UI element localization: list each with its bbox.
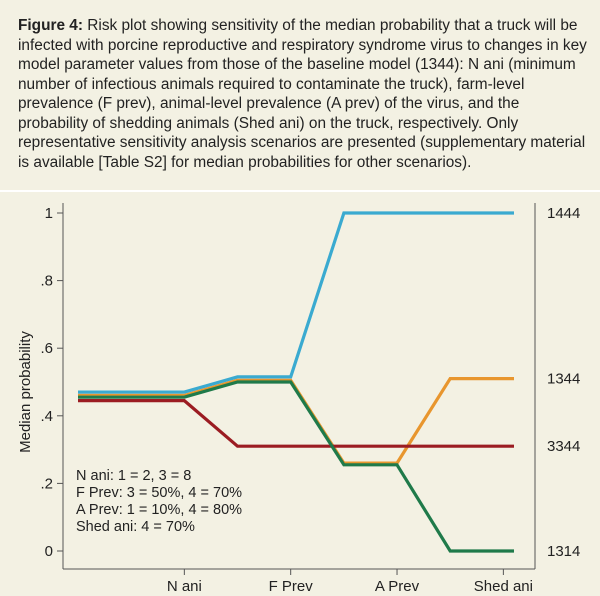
series-line-3344 bbox=[78, 401, 514, 447]
caption-text: Risk plot showing sensitivity of the median probability that a truck will be infected with porcine reproductive and respiratory syndrome virus to changes in key model parameter values from those of the baseline model (1344): N ani (minimum number of infectious animals required to contaminate the truck), farm-level prevalence (F prev), animal-level prevalence (A prev) of the virus, and the probability of shedding animals (Shed ani) on the truck, respectively. Only representative sensitivity analysis scenarios are presented (supplementary material is available [Table S2] for median probabilities for other scenarios). bbox=[18, 17, 587, 171]
series-label-1314: 1314 bbox=[547, 543, 581, 560]
series-line-1444 bbox=[78, 213, 514, 392]
chart-annotations bbox=[76, 468, 242, 535]
annotation-line: F Prev: 3 = 50%, 4 = 70% bbox=[76, 485, 243, 501]
y-tick-label: .6 bbox=[40, 340, 53, 358]
y-axis-title: Median probability bbox=[17, 331, 34, 453]
x-tick-label: F Prev bbox=[268, 578, 313, 595]
annotation-line: Shed ani: 4 = 70% bbox=[76, 519, 195, 535]
y-tick-label: 1 bbox=[44, 205, 53, 222]
y-tick-label: .8 bbox=[40, 272, 53, 290]
series-label-1344: 1344 bbox=[547, 370, 581, 388]
x-tick-label: A Prev bbox=[374, 578, 420, 595]
annotation-line: N ani: 1 = 2, 3 = 8 bbox=[76, 468, 192, 484]
caption-label: Figure 4: bbox=[18, 17, 83, 34]
chart-labels bbox=[547, 205, 580, 560]
y-tick-label: 0 bbox=[44, 543, 53, 560]
y-tick-label: .4 bbox=[40, 407, 53, 425]
series-label-1444: 1444 bbox=[547, 205, 581, 222]
series-label-3344: 3344 bbox=[547, 438, 581, 456]
x-tick-label: N ani bbox=[166, 578, 202, 595]
x-tick-label: Shed ani bbox=[473, 578, 533, 595]
y-tick-label: .2 bbox=[40, 475, 53, 493]
annotation-line: A Prev: 1 = 10%, 4 = 80% bbox=[76, 502, 243, 518]
